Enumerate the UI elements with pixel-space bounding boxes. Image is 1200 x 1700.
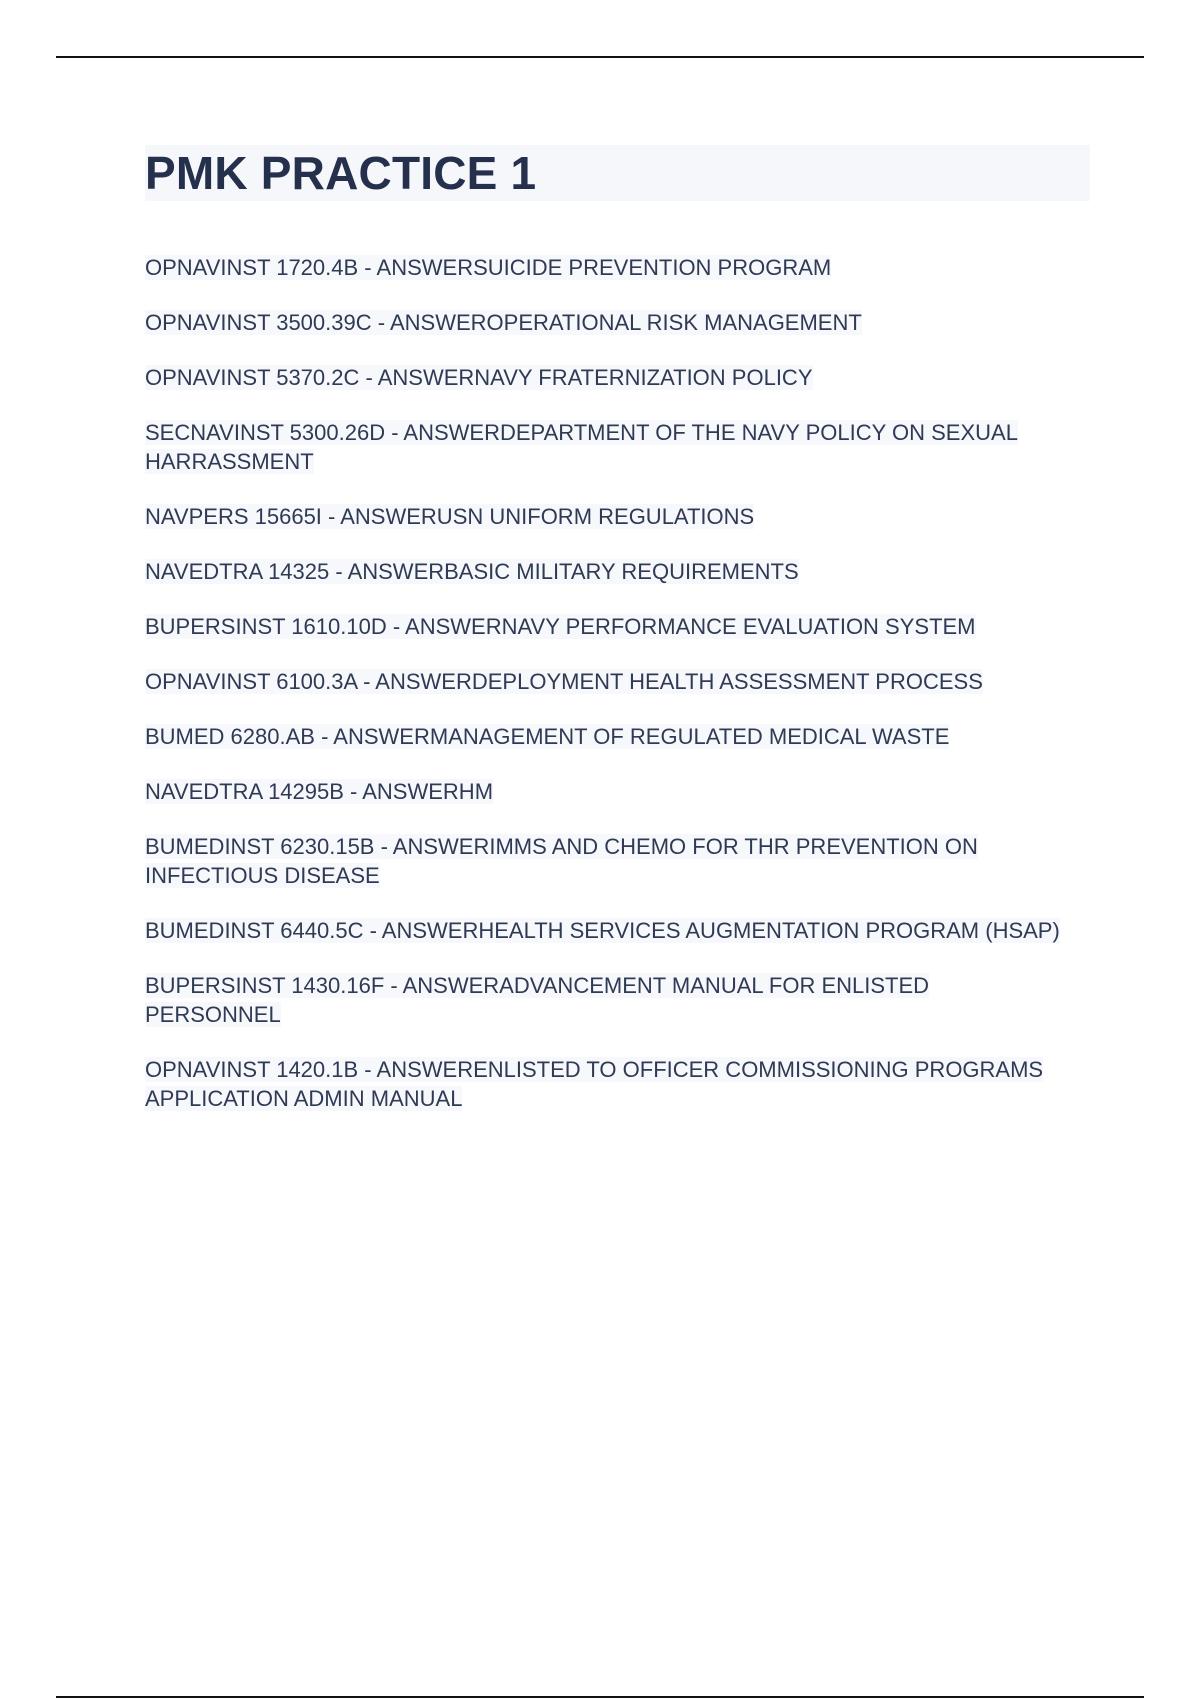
list-item (145, 253, 1090, 282)
page-title: PMK PRACTICE 1 (145, 147, 537, 199)
list-item (145, 418, 1090, 476)
entry-text: BUMEDINST 6230.15B - ANSWERIMMS AND CHEMO FOR THR PREVENTION ON INFECTIOUS DISEASE (145, 834, 978, 888)
list-item (145, 363, 1090, 392)
entry-text: BUPERSINST 1430.16F - ANSWERADVANCEMENT MANUAL FOR ENLISTED PERSONNEL (145, 973, 930, 1027)
entry-text: OPNAVINST 5370.2C - ANSWERNAVY FRATERNIZATION POLICY (145, 365, 813, 390)
list-item (145, 916, 1090, 945)
entry-text: BUPERSINST 1610.10D - ANSWERNAVY PERFORMANCE EVALUATION SYSTEM (145, 614, 976, 639)
list-item (145, 722, 1090, 751)
entry-text: NAVPERS 15665I - ANSWERUSN UNIFORM REGULATIONS (145, 504, 755, 529)
list-item (145, 1055, 1090, 1113)
entry-text: BUMEDINST 6440.5C - ANSWERHEALTH SERVICES AUGMENTATION PROGRAM (HSAP) (145, 918, 1060, 943)
entry-text: OPNAVINST 1420.1B - ANSWERENLISTED TO OFFICER COMMISSIONING PROGRAMS APPLICATION ADMIN MANUAL (145, 1057, 1044, 1111)
header-rule (56, 56, 1144, 58)
entry-text: NAVEDTRA 14295B - ANSWERHM (145, 779, 494, 804)
entry-text: NAVEDTRA 14325 - ANSWERBASIC MILITARY REQUIREMENTS (145, 559, 799, 584)
list-item (145, 308, 1090, 337)
entry-text: OPNAVINST 1720.4B - ANSWERSUICIDE PREVENTION PROGRAM (145, 255, 832, 280)
list-item (145, 971, 1090, 1029)
entry-text: OPNAVINST 6100.3A - ANSWERDEPLOYMENT HEALTH ASSESSMENT PROCESS (145, 669, 983, 694)
list-item (145, 557, 1090, 586)
document-body (145, 145, 1090, 1139)
list-item (145, 612, 1090, 641)
entry-text: BUMED 6280.AB - ANSWERMANAGEMENT OF REGULATED MEDICAL WASTE (145, 724, 950, 749)
footer-rule (56, 1696, 1144, 1698)
list-item (145, 667, 1090, 696)
entry-text: OPNAVINST 3500.39C - ANSWEROPERATIONAL RISK MANAGEMENT (145, 310, 862, 335)
entry-list (145, 253, 1090, 1113)
entry-text: SECNAVINST 5300.26D - ANSWERDEPARTMENT OF THE NAVY POLICY ON SEXUAL HARRASSMENT (145, 420, 1018, 474)
list-item (145, 502, 1090, 531)
list-item (145, 777, 1090, 806)
list-item (145, 832, 1090, 890)
title-block (145, 145, 1090, 201)
